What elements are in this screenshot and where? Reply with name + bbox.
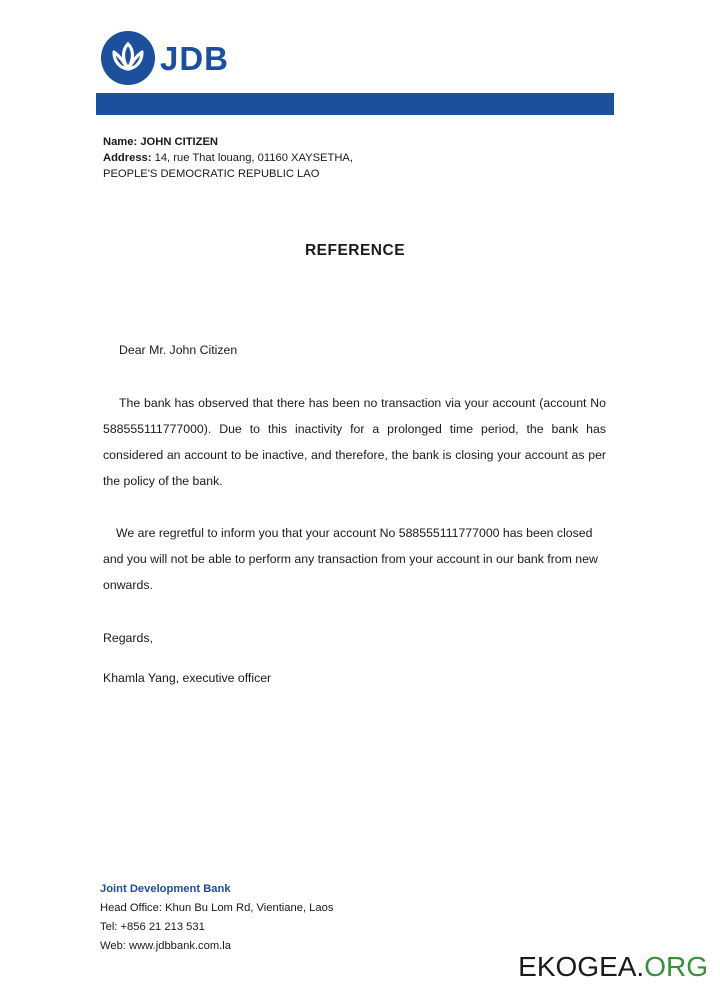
address-line-1: 14, rue That louang, 01160 XAYSETHA, <box>154 152 353 164</box>
footer-tel: Tel: +856 21 213 531 <box>100 921 205 933</box>
address-line-2: PEOPLE'S DEMOCRATIC REPUBLIC LAO <box>103 168 320 180</box>
salutation: Dear Mr. John Citizen <box>119 343 238 357</box>
recipient-block <box>103 134 353 182</box>
address-label: Address: <box>103 152 152 164</box>
footer-bank-name: Joint Development Bank <box>100 883 231 895</box>
footer <box>100 880 333 956</box>
recipient-name-line <box>103 134 353 150</box>
name-label: Name: <box>103 136 138 148</box>
recipient-address-line <box>103 150 353 166</box>
closing: Regards, <box>103 631 153 645</box>
watermark <box>518 953 708 981</box>
bank-logo <box>100 30 229 86</box>
body-paragraph-1: The bank has observed that there has been no transaction via your account (account No 588555111777000). Due to this inactivity for a prolonged time period, the bank has considered an account to be inactive, and therefore, the bank is closing your account as per the policy of the bank. <box>103 396 606 488</box>
watermark-part-2: ORG <box>644 951 708 982</box>
footer-head-office: Head Office: Khun Bu Lom Rd, Vientiane, Laos <box>100 902 334 914</box>
footer-web: Web: www.jdbbank.com.la <box>100 940 231 952</box>
watermark-part-1: EKOGEA. <box>518 951 645 982</box>
signature: Khamla Yang, executive officer <box>103 671 272 685</box>
lotus-logo-icon <box>100 30 156 86</box>
body-paragraph-2: We are regretful to inform you that your account No 588555111777000 has been closed and you will not be able to perform any transaction from your account in our bank from new onwards. <box>103 526 598 592</box>
logo-text: JDB <box>160 39 230 77</box>
header-bar <box>96 93 614 115</box>
name-value: JOHN CITIZEN <box>140 136 219 148</box>
letter-title: REFERENCE <box>304 242 406 259</box>
